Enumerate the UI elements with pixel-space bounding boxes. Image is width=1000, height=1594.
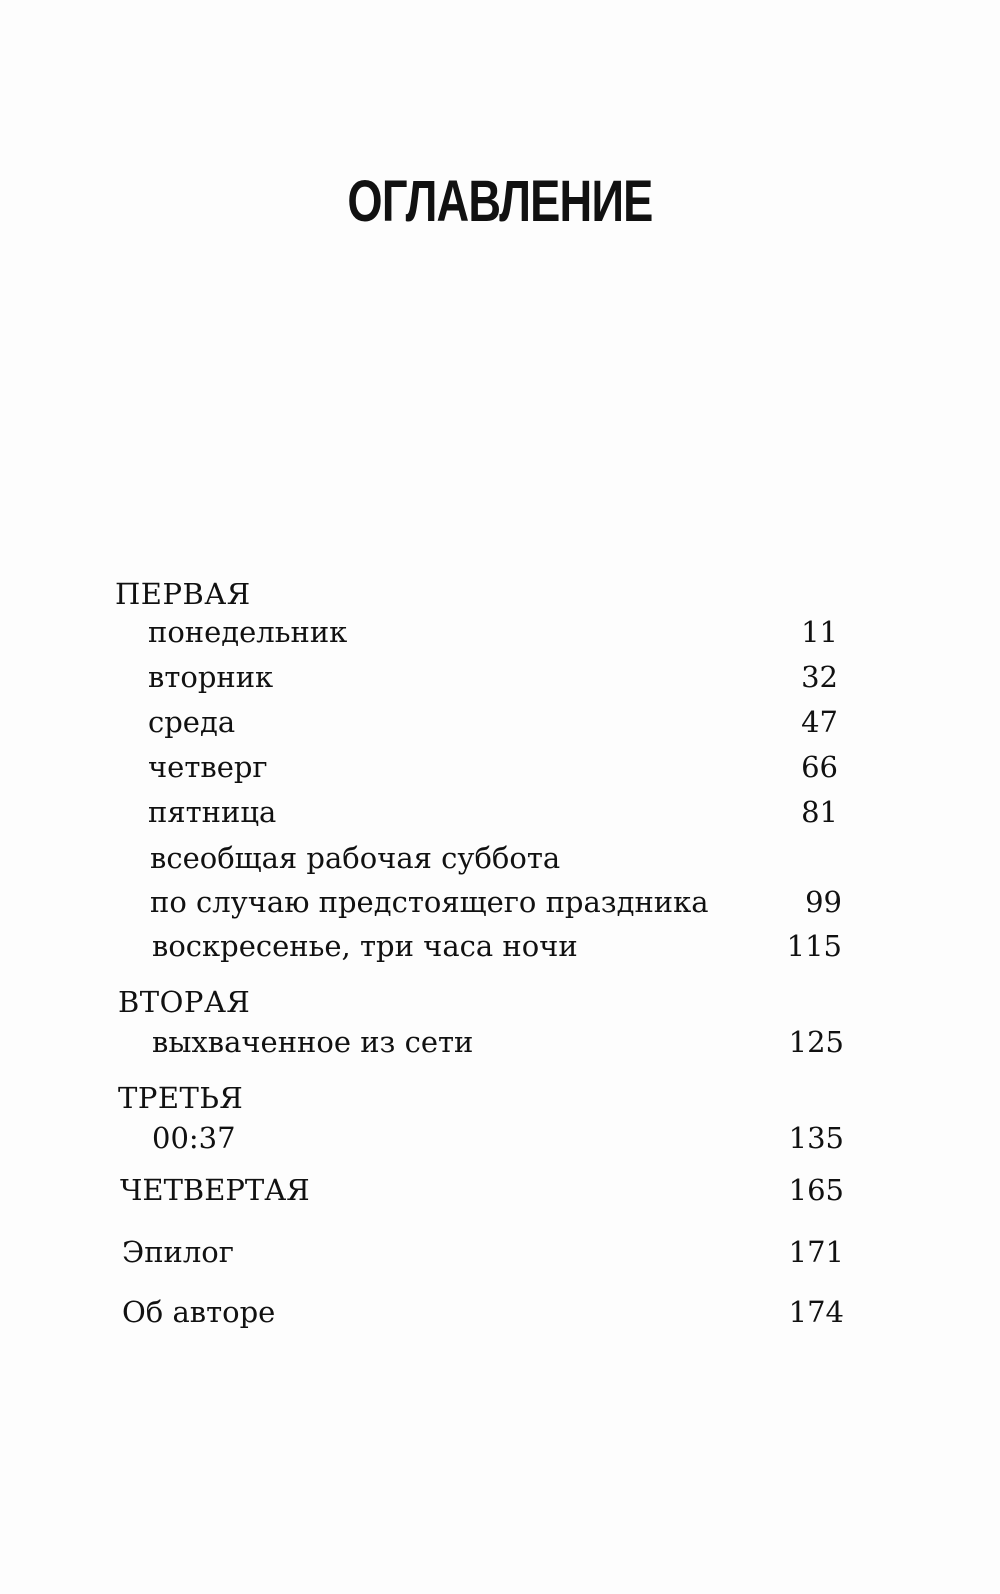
page-title: ОГЛАВЛЕНИЕ xyxy=(347,169,653,234)
entry-label: пятница xyxy=(148,795,277,829)
entry-page-number: 165 xyxy=(788,1173,844,1207)
toc-entry[interactable] xyxy=(148,612,838,652)
toc-entry[interactable] xyxy=(120,1170,844,1210)
entry-label: 00:37 xyxy=(152,1121,236,1155)
entry-label: понедельник xyxy=(148,615,348,649)
entry-label: выхваченное из сети xyxy=(152,1025,474,1059)
leader-dots xyxy=(349,616,799,642)
leader-dots xyxy=(270,751,799,777)
leader-dots xyxy=(475,1026,786,1052)
entry-label: среда xyxy=(148,705,236,739)
entry-page-number: 171 xyxy=(788,1235,844,1269)
leader-dots xyxy=(275,661,799,687)
entry-page-number: 99 xyxy=(805,885,842,919)
entry-label: воскресенье, три часа ночи xyxy=(152,929,578,963)
toc-entry[interactable] xyxy=(152,1118,844,1158)
toc-entry[interactable] xyxy=(148,747,838,787)
toc-entry[interactable] xyxy=(148,702,838,742)
entry-page-number: 66 xyxy=(801,750,838,784)
entry-page-number: 135 xyxy=(788,1121,844,1155)
part-label: ТРЕТЬЯ xyxy=(118,1081,244,1115)
leader-dots xyxy=(278,796,799,822)
toc-entry[interactable] xyxy=(148,792,838,832)
entry-page-number: 47 xyxy=(801,705,838,739)
toc-entry[interactable] xyxy=(150,882,842,922)
entry-label: четверг xyxy=(148,750,268,784)
leader-dots xyxy=(277,1296,786,1322)
toc-part-heading xyxy=(118,1078,243,1118)
leader-dots xyxy=(237,706,799,732)
part-label: ПЕРВАЯ xyxy=(115,577,251,611)
entry-label: Эпилог xyxy=(122,1235,234,1269)
entry-page-number: 11 xyxy=(801,615,838,649)
entry-page-number: 81 xyxy=(801,795,838,829)
toc-entry-line1[interactable] xyxy=(150,838,560,878)
toc-entry[interactable] xyxy=(152,1022,844,1062)
leader-dots xyxy=(312,1174,787,1200)
toc-part-heading xyxy=(115,574,251,614)
toc-part-heading xyxy=(118,982,250,1022)
entry-label: Об авторе xyxy=(122,1295,276,1329)
leader-dots xyxy=(711,886,804,912)
toc-entry[interactable] xyxy=(152,926,842,966)
part-label: ВТОРАЯ xyxy=(118,985,251,1019)
leader-dots xyxy=(580,930,785,956)
entry-page-number: 115 xyxy=(786,929,842,963)
entry-page-number: 174 xyxy=(788,1295,844,1329)
entry-label: всеобщая рабочая суббота xyxy=(150,841,561,875)
entry-page-number: 125 xyxy=(788,1025,844,1059)
toc-entry[interactable] xyxy=(122,1232,844,1272)
entry-label-continued: по случаю предстоящего праздника xyxy=(150,885,709,919)
leader-dots xyxy=(238,1122,787,1148)
leader-dots xyxy=(236,1236,787,1262)
entry-label: ЧЕТВЕРТАЯ xyxy=(120,1173,310,1207)
toc-entry[interactable] xyxy=(122,1292,844,1332)
entry-label: вторник xyxy=(148,660,274,694)
toc-entry[interactable] xyxy=(148,657,838,697)
entry-page-number: 32 xyxy=(801,660,838,694)
